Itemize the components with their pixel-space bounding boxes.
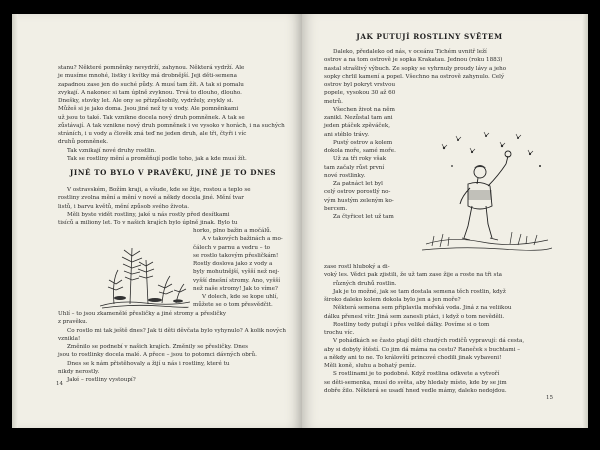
text-line: Dnes se k nám přistěhovaly a žijí u nás i rostliny, které tu [67, 360, 230, 367]
text-line: aby si dobyly štěstí. Co jim dá máma na cestu? Raneček s buchtami – [324, 346, 521, 353]
text-line: různých druhů rostlin. [333, 280, 397, 287]
left-body-column [193, 227, 288, 310]
text-line: tam začaly růst první [324, 164, 385, 171]
text-line: Změnilo se podnebí v našich krajích. Změnily se přesličky. Dnes [67, 344, 248, 350]
left-page [12, 14, 302, 428]
text-line: stanu? Některé pomněnky nevydrží, zahynou. Některá vydrží. Ale [58, 65, 245, 71]
text-line: Za patnáct let byl [333, 181, 383, 187]
text-line: Tak se rostliny mění a proměňují podle toho, jak a kde musí žít. [67, 155, 247, 162]
text-line: zanikl. Nezůstal tam ani [324, 115, 393, 121]
text-line: široko daleko kolem dokola bylo jen a jen moře? [324, 297, 461, 303]
text-line: vým hustým zeleným ko- [324, 197, 394, 204]
text-line: dobře žilo. Některá se usadí hned vedle mámy, daleko nedojdou. [324, 387, 507, 394]
page-edge [582, 14, 588, 428]
child-with-dandelion-illustration [422, 126, 552, 254]
text-line: Dnešky, stovky let. Ale ony se přizpůsobily, vydržely, zvykly si. [58, 98, 234, 104]
text-line: nastal strašlivý výbuch. Ze sopky se vyhrnuly proudy lávy a jeho [324, 65, 507, 72]
left-heading: JINÉ TO BYLO V PRAVĚKU, JINÉ JE TO DNES [69, 168, 277, 177]
right-page [302, 14, 588, 428]
text-line: stráních, i u vody a člověk zná teď ne jeden druh, ale tři, čtyři i víc [58, 131, 247, 137]
text-line: Některá semena sem připlavila mořská voda. Jiná z na veliikou [333, 305, 512, 312]
text-line: nové rostlinky. [324, 172, 366, 179]
text-line: S rostlinami je to podobné. Když rostlina odkvete a vytvoří [333, 371, 500, 378]
text-line: už jsou to také. Tak vznikne docela nový druh pomněnek. A tak se [58, 114, 245, 121]
text-line: jsou to rostlinky docela malé. A přece – jsou to potomci dávných obrů. [58, 352, 257, 359]
text-line: se rostlo takovým přesličkám! [193, 252, 279, 259]
text-line: se děti-semenka, musí do světa, aby hledaly místo, kde by se jim [324, 379, 507, 386]
text-line: horko, plno bažin a močálů. [193, 228, 272, 234]
open-book [12, 14, 588, 428]
text-line: V pohádkách se často ptají děti chudých rodičů vypravují: dá cesta, [333, 338, 525, 345]
prehistoric-horsetail-illustration [100, 240, 190, 310]
text-line: metrů. [324, 98, 343, 105]
right-intro-text [324, 48, 550, 81]
text-line: a někdy ani to ne. To královští princové chodili jinak vybaveni! [324, 354, 502, 361]
left-body-bottom [58, 310, 288, 384]
text-line: zapadnou zase jen do suché půdy. A musí tam žít. A tak si pomalu [58, 81, 244, 88]
text-line: dokola moře, samé moře. [324, 148, 396, 154]
text-line: A v takových bažinách a mo- [202, 236, 283, 243]
text-line: listů, i barvu květů, mění způsob svého života. [58, 203, 190, 210]
text-line: sopky chrlil kamení a popel. Všechno na ostrově zahynulo. Celý [324, 73, 505, 80]
text-line: Měli koně, sluhu a bohatý peníz. [324, 363, 417, 369]
text-line: čálech v parnu a vedru – to [193, 244, 271, 251]
text-line: zůstávají. A tak vznikne nový druh pomněnek i ve vysoko v horách, i na suchých [58, 122, 285, 129]
text-line: vyšší dnešní stromy. Ano, vyšší [193, 277, 281, 284]
text-line: jeden ptáček zpěváček, [324, 123, 391, 130]
text-line: je musíme mnohé, listky i kvítky má drobnější. Jeji děti-semena [58, 73, 237, 80]
text-line: ostrov byl pokryt vrstvou [324, 82, 396, 88]
text-line: V dolech, kde se kope uhlí, [202, 294, 279, 300]
text-line: než naše stromy! Jak to víme? [193, 285, 278, 292]
text-line: tisíců a miliony let. To v našich krajích bylo úplně jinak. Bylo tu [58, 220, 238, 226]
left-body-top [58, 186, 288, 227]
left-intro-text [58, 64, 288, 163]
text-line: Všechen život na něm [333, 106, 395, 113]
text-line: bercem. [324, 205, 348, 212]
text-line: V ostravském, Božím kraji, a všude, kde se žije, rostou a teplo se [67, 187, 251, 193]
text-line: ostrov a na tom ostrově je sopka Krakatau. Jednou (roku 1883) [324, 57, 503, 64]
text-line: Tak vznikají nové druhy rostlin. [67, 147, 157, 154]
right-body-text [324, 263, 550, 395]
text-line: Za čtyřicet let už tam [333, 214, 394, 220]
text-line: dálku přenesl vítr. Jiná sem zanesli ptáci, i když o tom nevěděli. [324, 313, 505, 320]
text-line: byly mohutnější, vyšší než nej- [193, 269, 280, 276]
text-line: nikdy nerostly. [58, 368, 100, 375]
text-line: druhů pomněnek. [58, 139, 109, 146]
text-line: z pravěku. [58, 319, 88, 326]
text-line: zvykají. A nakonec si tam úplně zvyknou. Trvá to dlouho, dlouho. [58, 89, 242, 96]
text-line: Už za tři roky však [333, 156, 387, 163]
text-line: celý ostrov porostlý no- [324, 189, 391, 196]
text-line: voký les. Vědci pak zjistili, že už tam zase žije a roste na tři sta [324, 272, 502, 279]
text-line: ani stéblo trávy. [324, 131, 370, 138]
text-line: trochu víc. [324, 330, 355, 336]
text-line: Rostliny tedy putují i přes veliké dálky. Povíme si o tom [333, 321, 490, 328]
text-line: zase rostl hluboký a di- [324, 264, 390, 270]
text-line: popele, vysokou 30 až 60 [324, 90, 396, 97]
text-line: Rostly doslova jako z vody a [193, 261, 273, 267]
text-line: Měli byste vidět rostliny, jaké u nás rostly před desítkami [67, 211, 230, 218]
text-line: rostliny zvolna mění a mění v nové a někdy docela jiné. Mění tvar [58, 195, 244, 202]
page-number-left: 14 [56, 381, 63, 387]
page-number-right: 15 [546, 395, 553, 401]
text-line: Co rostlo mi tak ještě dnes? Jak ti děti děvčata bylo vyhynulo? A kolik nových [67, 327, 286, 334]
page-edge [12, 14, 18, 428]
right-column-text [324, 81, 414, 221]
text-line: Můžeš si je jako doma. Jsou jiné než ty u vody. Ale pomněnkami [58, 106, 239, 113]
text-line: Uhlí – to jsou zkamenělé přesličky a jiné stromy a přesličky [58, 311, 227, 317]
text-line: Pustý ostrov a kolem [333, 139, 393, 146]
right-heading: JAK PUTUJÍ ROSTLINY SVĚTEM [356, 32, 503, 41]
text-line: Jak je to možné, jak se tam dostala semena těch rostlin, když [333, 288, 506, 295]
text-line: Jaké – rostliny vystoupí? [67, 377, 136, 383]
text-line: vznikla! [58, 335, 81, 342]
text-line: Daleko, předaleko od nás, v oceánu Tichém uvnitř leží [333, 49, 487, 55]
text-line: můžete se o tom přesvědčit. [193, 302, 273, 309]
